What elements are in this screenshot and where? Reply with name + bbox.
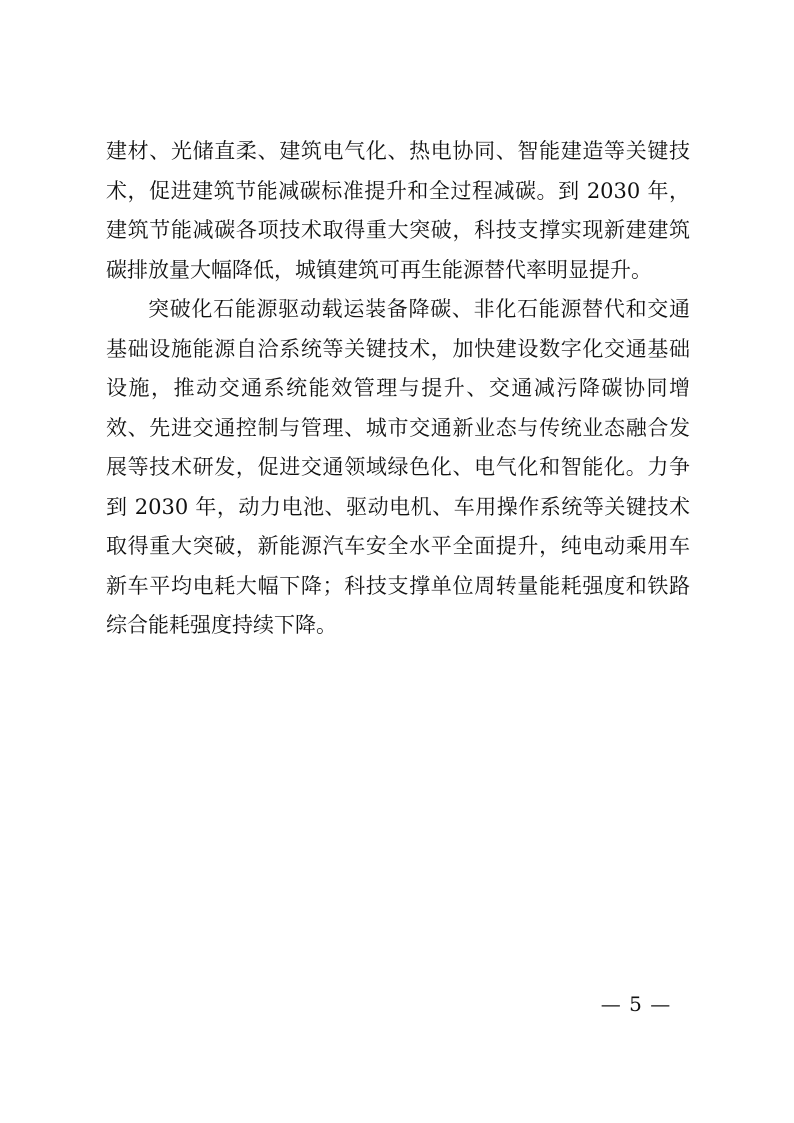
paragraph-building-tech: 建材、光储直柔、建筑电气化、热电协同、智能建造等关键技术，促进建筑节能减碳标准提升和全过程减碳。到 2030 年，建筑节能减碳各项技术取得重大突破，科技支撑实现新建建筑碳排放量大幅降低，城镇建筑可再生能源替代率明显提升。 <box>106 139 690 282</box>
paragraph-transport-tech: 突破化石能源驱动载运装备降碳、非化石能源替代和交通基础设施能源自洽系统等关键技术，加快建设数字化交通基础设施，推动交通系统能效管理与提升、交通减污降碳协同增效、先进交通控制与管理、城市交通新业态与传统业态融合发展等技术研发，促进交通领域绿色化、电气化和智能化。力争到 2030 年，动力电池、驱动电机、车用操作系统等关键技术取得重大突破，新能源汽车安全水平全面提升，纯电动乘用车新车平均电耗大幅下降；科技支撑单位周转量能耗强度和铁路综合能耗强度持续下降。 <box>106 297 690 637</box>
body-text <box>106 132 690 646</box>
page-number: — 5 — <box>600 992 672 1016</box>
